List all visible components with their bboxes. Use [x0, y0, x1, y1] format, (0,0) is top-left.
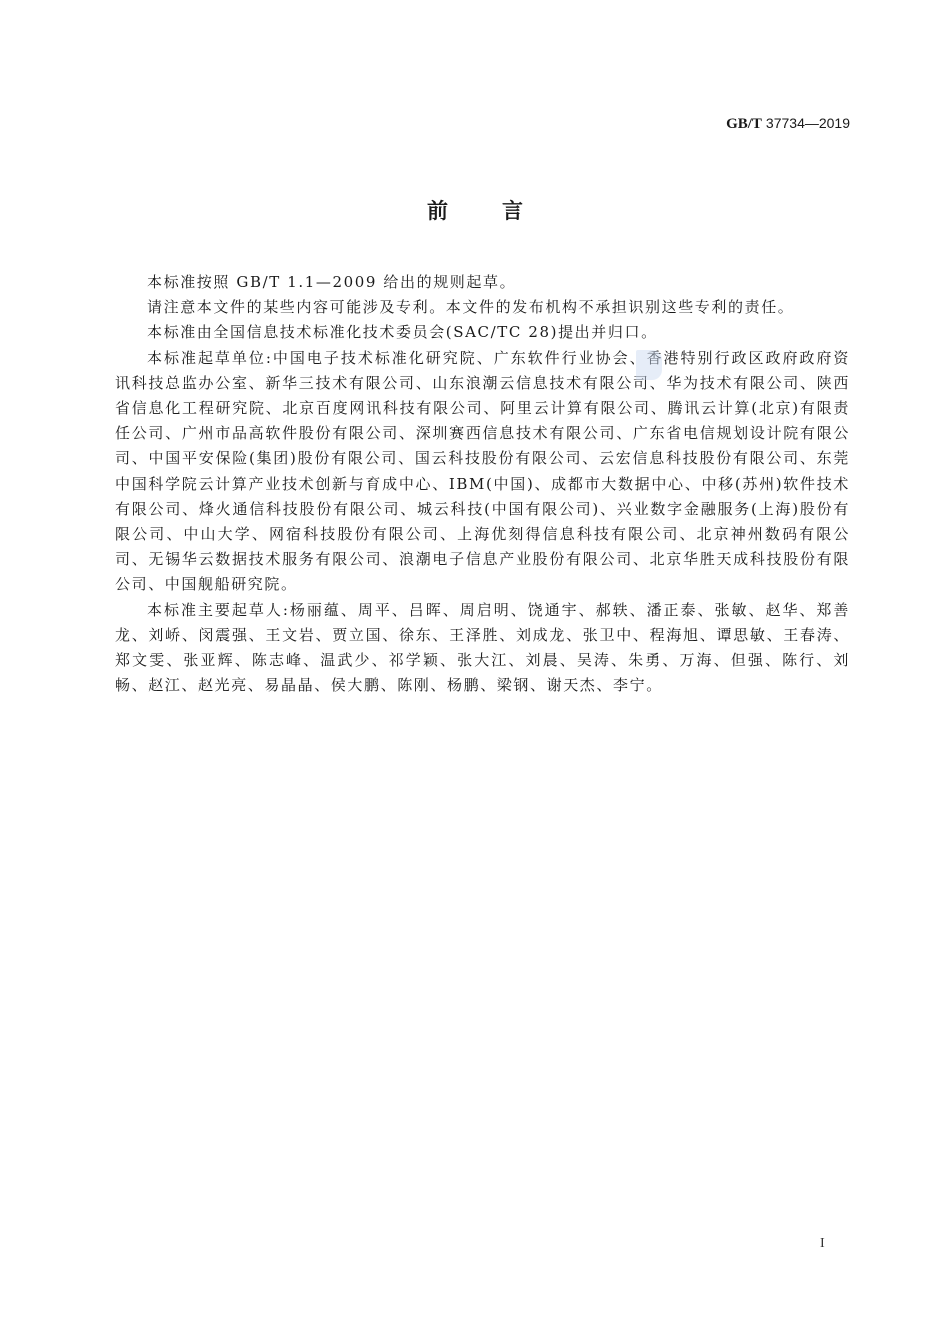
paragraph-proposing-body: 本标准由全国信息技术标准化技术委员会(SAC/TC 28)提出并归口。 [147, 323, 658, 342]
page-number: I [820, 1236, 825, 1251]
foreword-body [115, 270, 850, 698]
standard-code [726, 113, 850, 134]
paragraph-drafters: 本标准主要起草人:杨丽蕴、周平、吕晖、周启明、饶通宇、郝轶、潘正泰、张敏、赵华、郑善龙、刘峤、闵震强、王文岩、贾立国、徐东、王泽胜、刘成龙、张卫中、程海旭、谭思敏、王春涛、郑文雯、张亚辉、陈志峰、温武少、祁学颖、张大江、刘晨、吴涛、朱勇、万海、但强、陈行、刘畅、赵江、赵光亮、易晶晶、侯大鹏、陈刚、杨鹏、梁钢、谢天杰、李宁。 [115, 600, 850, 695]
paragraph-drafting-rules: 本标准按照 GB/T 1.1—2009 给出的规则起草。 [147, 273, 517, 291]
paragraph-drafting-organizations: 本标准起草单位:中国电子技术标准化研究院、广东软件行业协会、香港特别行政区政府政府资讯科技总监办公室、新华三技术有限公司、山东浪潮云信息技术有限公司、华为技术有限公司、陕西省信息化工程研究院、北京百度网讯科技有限公司、阿里云计算有限公司、腾讯云计算(北京)有限责任公司、广州市品高软件股份有限公司、深圳赛西信息技术有限公司、广东省电信规划设计院有限公司、中国平安保险(集团)股份有限公司、国云科技股份有限公司、云宏信息科技股份有限公司、东莞中国科学院云计算产业技术创新与育成中心、IBM(中国)、成都市大数据中心、中移(苏州)软件技术有限公司、烽火通信科技股份有限公司、城云科技(中国有限公司)、兴业数字金融服务(上海)股份有限公司、中山大学、网宿科技股份有限公司、上海优刻得信息科技有限公司、北京神州数码有限公司、无锡华云数据技术服务有限公司、浪潮电子信息产业股份有限公司、北京华胜天成科技股份有限公司、中国舰船研究院。 [115, 348, 850, 594]
standard-number: 37734—2019 [765, 115, 850, 131]
paragraph-patent-notice: 请注意本文件的某些内容可能涉及专利。本文件的发布机构不承担识别这些专利的责任。 [147, 298, 795, 317]
page-title: 前言 [427, 199, 577, 223]
standard-prefix: GB/T [726, 116, 762, 132]
